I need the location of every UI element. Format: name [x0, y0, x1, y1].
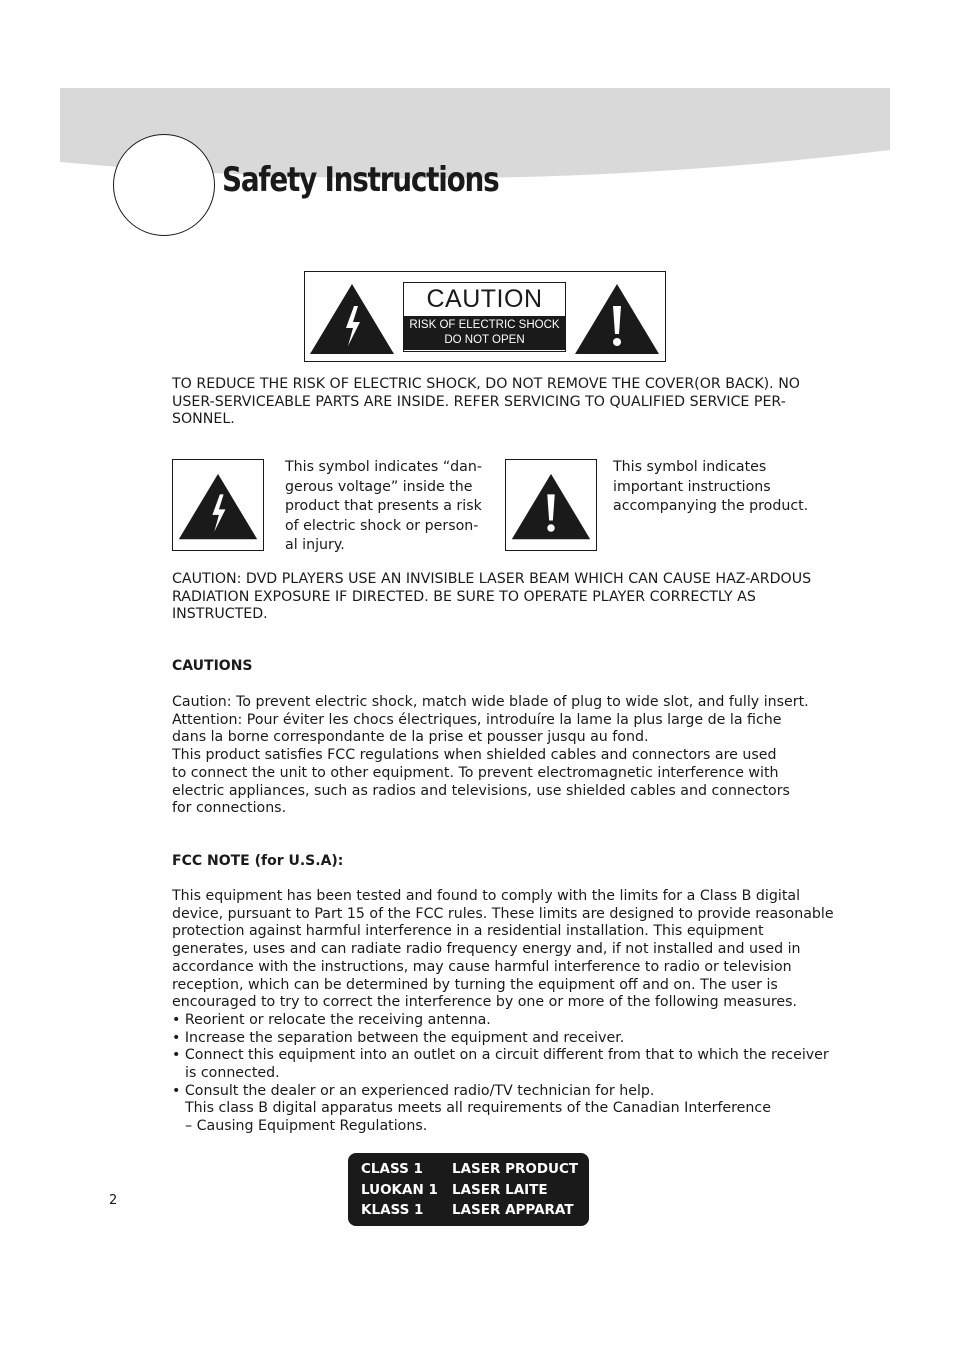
- fcc-bullet: • Reorient or relocate the receiving antenna.: [172, 1011, 491, 1028]
- instructions-symbol-text: This symbol indicates important instructions accompanying the product.: [613, 459, 809, 514]
- fcc-body: [172, 888, 834, 1136]
- title-circle: [113, 134, 215, 236]
- caution-label: [304, 271, 666, 362]
- fcc-paragraph: This equipment has been tested and found to comply with the limits for a Class B digital device, pursuant to Part 15 of the FCC rules. These limits are designed to provide reasonable protection against harmful interference in a residential installation. This equipment generates, uses and can radiate radio frequency energy and, if not installed and used in accordance with the instructions, may cause harmful interference to radio or television reception, which can be determined by turning the equipment off and on. The user is encouraged to try to correct the interference by one or more of the following measures.: [172, 888, 834, 1011]
- instructions-symbol-box: [505, 459, 597, 551]
- fcc-heading: FCC NOTE (for U.S.A):: [172, 853, 344, 869]
- cautions-heading: CAUTIONS: [172, 658, 253, 674]
- fcc-bullet: • Increase the separation between the equipment and receiver.: [172, 1029, 625, 1046]
- laser-product: LASER LAITE: [452, 1181, 548, 1198]
- caution-sub-line1: RISK OF ELECTRIC SHOCK: [409, 319, 560, 331]
- laser-caution-paragraph: CAUTION: DVD PLAYERS USE AN INVISIBLE LASER BEAM WHICH CAN CAUSE HAZ-ARDOUS RADIATION EXPOSURE IF DIRECTED. BE SURE TO OPERATE PLAYER CORRECTLY AS INSTRUCTED.: [172, 571, 812, 623]
- laser-label-row: [361, 1200, 589, 1221]
- laser-product: LASER PRODUCT: [452, 1161, 579, 1177]
- fcc-bullet: • Connect this equipment into an outlet on a circuit different from that to which the receiver is connected.: [172, 1047, 829, 1082]
- page-number: 2: [109, 1193, 118, 1208]
- laser-product-label: [348, 1153, 589, 1226]
- caution-center: [403, 282, 566, 352]
- exclamation-warning-icon: [573, 282, 661, 357]
- fcc-bullet: • Consult the dealer or an experienced radio/TV technician for help.: [172, 1082, 655, 1099]
- laser-product: LASER APPARAT: [452, 1202, 574, 1218]
- caution-subtext: [404, 316, 565, 350]
- page-title: Safety Instructions: [222, 160, 499, 200]
- fcc-canadian-note: This class B digital apparatus meets all requirements of the Canadian Interference – Causing Equipment Regulations.: [185, 1100, 771, 1135]
- laser-class: LUOKAN 1: [361, 1181, 438, 1198]
- cautions-body: [172, 694, 832, 818]
- laser-class: KLASS 1: [361, 1202, 424, 1218]
- lightning-warning-icon: [175, 472, 261, 542]
- voltage-symbol-box: [172, 459, 264, 551]
- caution-word: CAUTION: [426, 285, 543, 313]
- warning-paragraph: TO REDUCE THE RISK OF ELECTRIC SHOCK, DO NOT REMOVE THE COVER(OR BACK). NO USER-SERVICEABLE PARTS ARE INSIDE. REFER SERVICING TO QUALIFIED SERVICE PER-SONNEL.: [172, 376, 800, 428]
- laser-label-row: [361, 1180, 589, 1201]
- lightning-warning-icon: [308, 282, 396, 357]
- cautions-line-1: Caution: To prevent electric shock, match wide blade of plug to wide slot, and fully insert.: [172, 694, 809, 710]
- caution-sub-line2: DO NOT OPEN: [444, 334, 525, 346]
- voltage-symbol-text: This symbol indicates “dan-gerous voltage” inside the product that presents a risk of electric shock or person-al injury.: [285, 459, 482, 553]
- cautions-line-3: This product satisfies FCC regulations when shielded cables and connectors are used to connect the unit to other equipment. To prevent electromagnetic interference with electric appliances, such as radios and televisions, use shielded cables and connectors for connections.: [172, 747, 790, 817]
- laser-class: CLASS 1: [361, 1161, 423, 1177]
- cautions-line-2: Attention: Pour éviter les chocs électriques, introduíre la lame la plus large de la fiche dans la borne correspondante de la prise et pousser jusqu au fond.: [172, 711, 782, 746]
- exclamation-warning-icon: [508, 472, 594, 542]
- laser-label-row: [361, 1159, 589, 1180]
